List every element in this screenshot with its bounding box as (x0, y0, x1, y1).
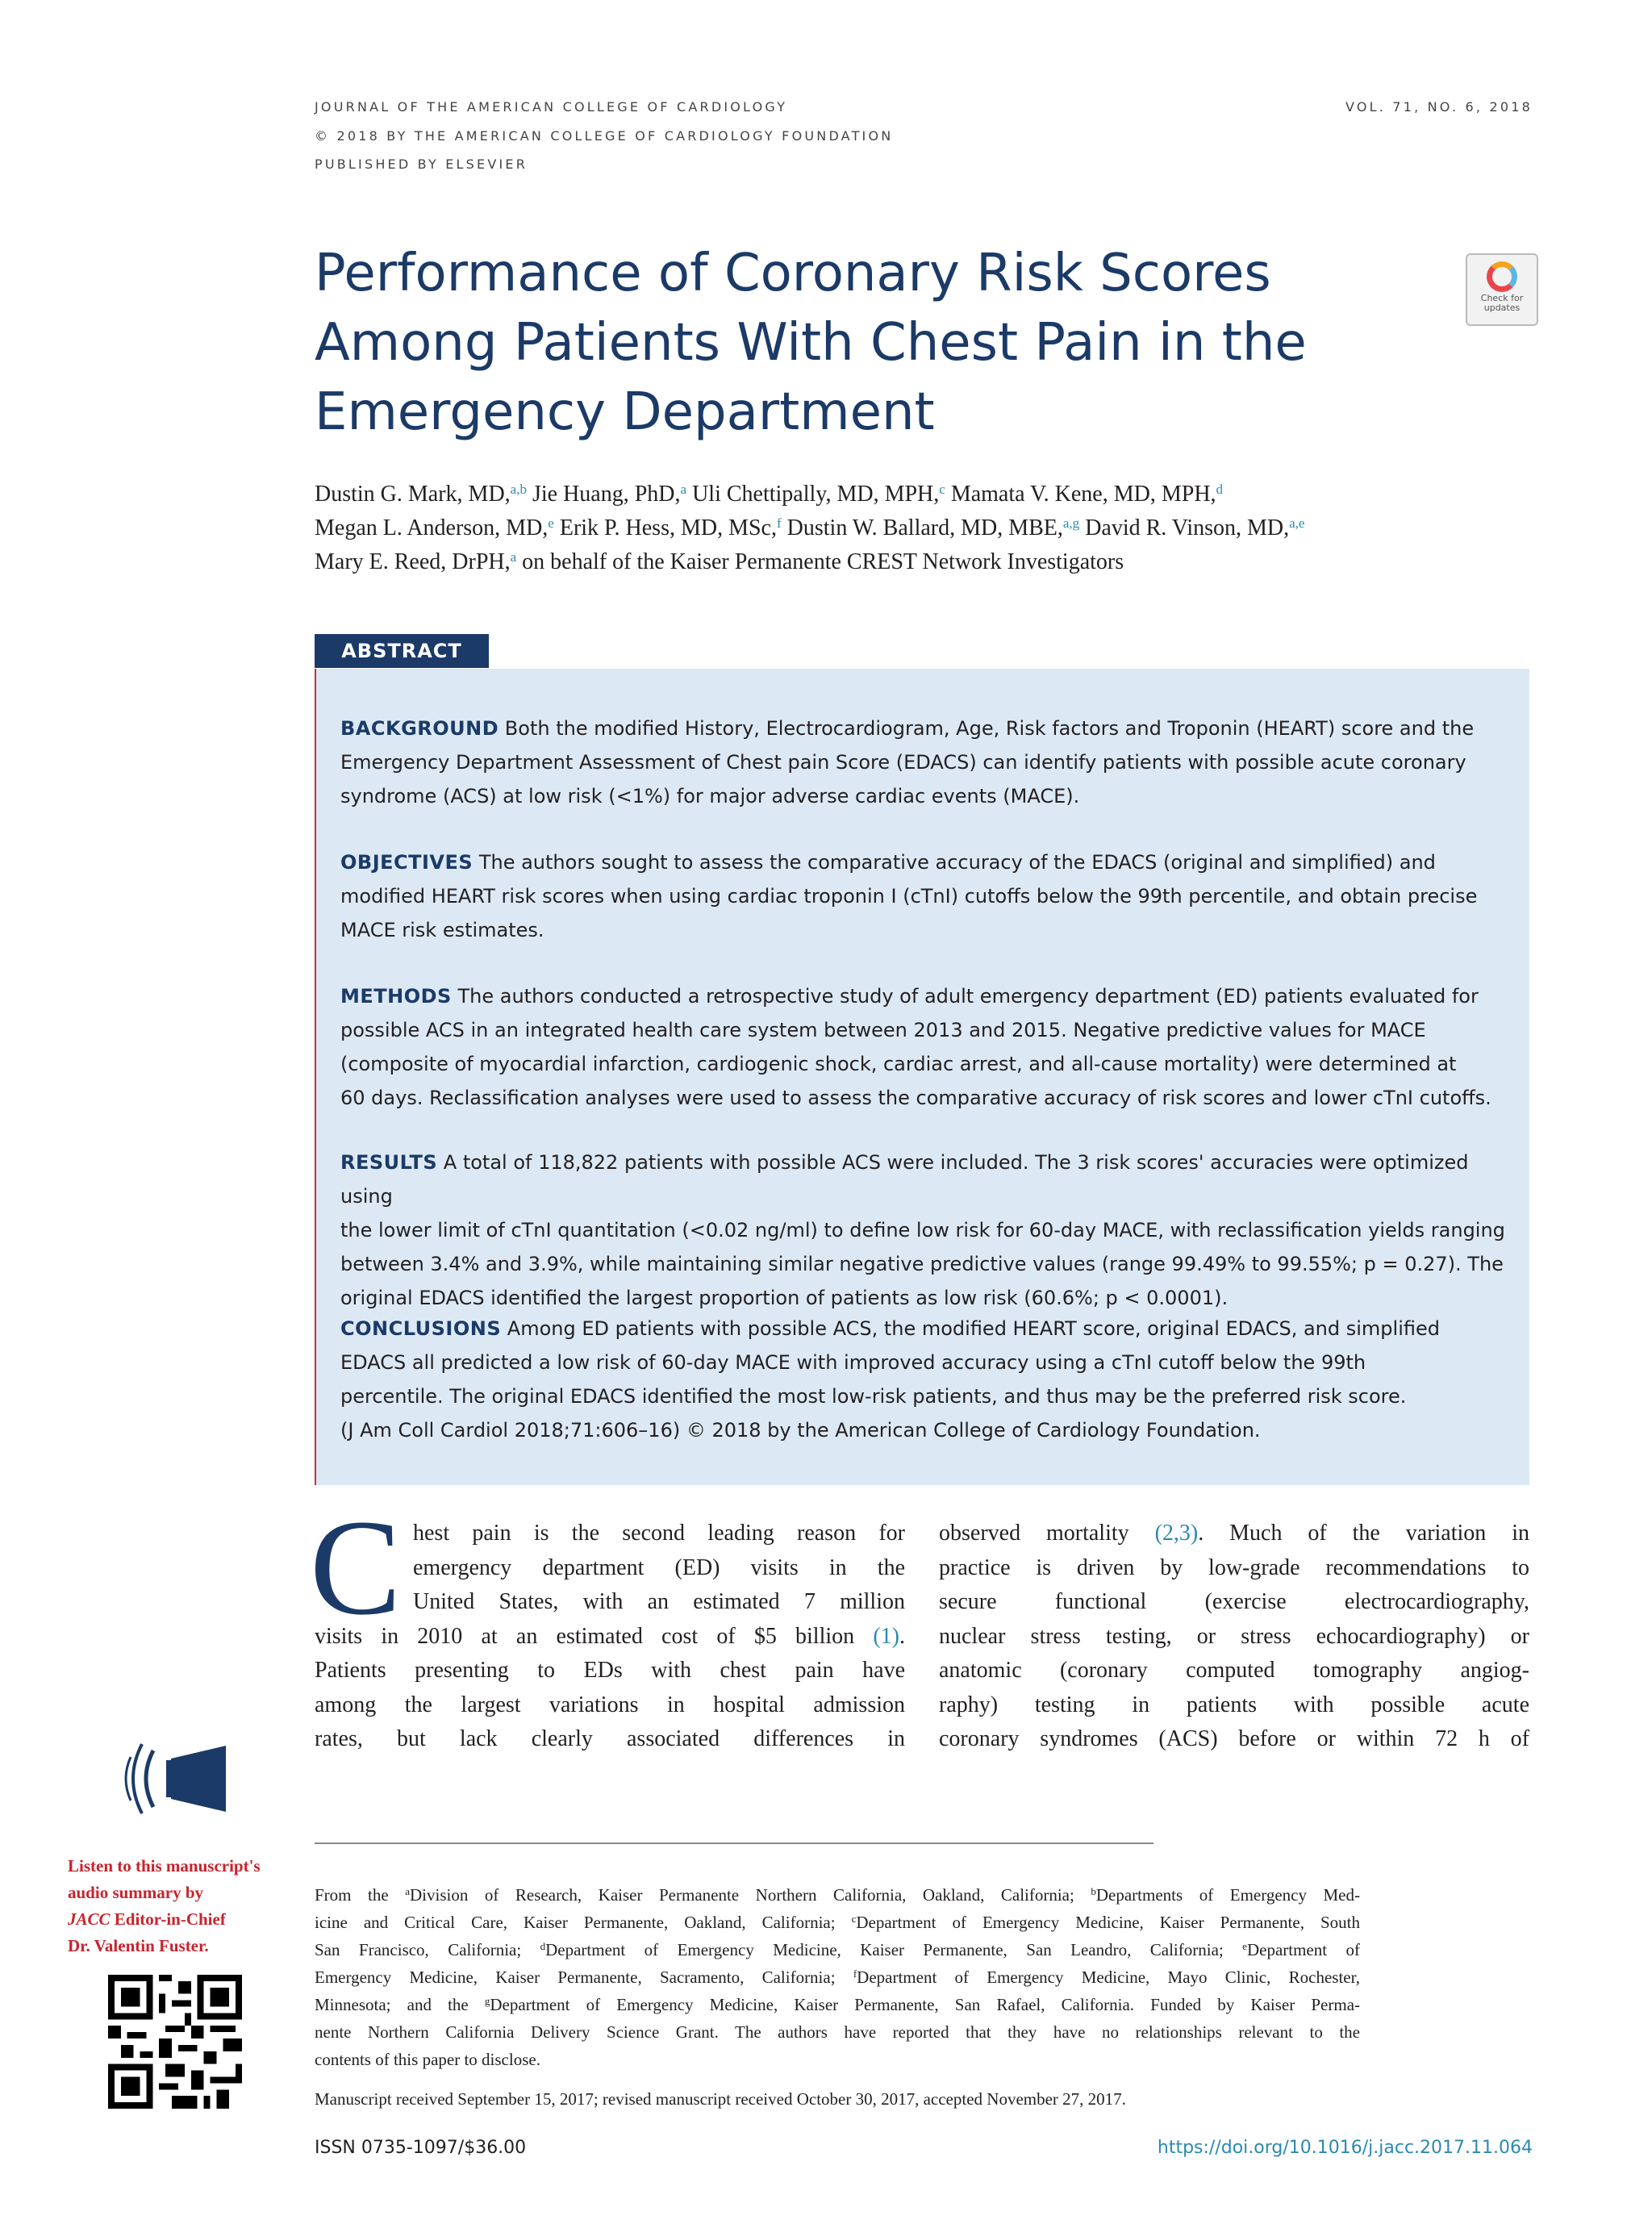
reference-link[interactable]: (2,3) (1154, 1521, 1199, 1546)
audio-speaker-icon[interactable] (121, 1734, 226, 1823)
affiliation-marker[interactable]: a,b (510, 482, 527, 497)
abstract-methods: METHODS The authors conducted a retrospective study of adult emergency department (ED) patients evaluated for possible ACS in an integrated health care system between 2013 and 2015. Negative predictive values for MACE (composite of myocardial infarction, cardiogenic shock, cardiac arrest, and all-cause mortality) were determined at 60 days. Reclassification analyses were used to assess the comparative accuracy of risk scores and lower cTnI cutoffs. (340, 985, 1491, 1109)
abstract-results: RESULTS A total of 118,822 patients with possible ACS were included. The 3 risk scores' accuracies were optimized using the lower limit of cTnI quantitation (<0.02 ng/ml) to define low risk for 60-day MACE, with reclassification yields ranging between 3.4% and 3.9%, while maintaining similar negative predictive values (range 99.49% to 99.55%; p = 0.27). The original EDACS identified the largest proportion of patients as low risk (60.6%; p < 0.0001). (340, 1151, 1505, 1309)
section-heading: BACKGROUND (340, 717, 499, 740)
article-title (315, 239, 1444, 447)
group-author: on behalf of the Kaiser Permanente CREST Network Investigators (516, 549, 1124, 574)
author-name: Dustin G. Mark, MD, (315, 482, 511, 507)
copyright-line: © 2018 BY THE AMERICAN COLLEGE OF CARDIOLOGY FOUNDATION (315, 128, 894, 144)
section-heading: OBJECTIVES (340, 851, 473, 874)
publisher-line: PUBLISHED BY ELSEVIER (315, 156, 528, 172)
volume-info: VOL. 71, NO. 6, 2018 (1345, 99, 1533, 115)
badge-label: Check for updates (1480, 293, 1524, 313)
manuscript-dates: Manuscript received September 15, 2017; revised manuscript received October 30, 2017, accepted November 27, 2017. (315, 2089, 1126, 2109)
affiliation-marker[interactable]: f (776, 515, 782, 531)
affiliation-marker[interactable]: a (680, 482, 687, 497)
abstract-background: BACKGROUND Both the modified History, Electrocardiogram, Age, Risk factors and Troponin (HEART) score and the Emergency Department Assessment of Chest pain Score (EDACS) can identify patients with possible acute coronary syndrome (ACS) at low risk (<1%) for major adverse cardiac events (MACE). (340, 717, 1475, 807)
abstract-objectives: OBJECTIVES The authors sought to assess the comparative accuracy of the EDACS (original and simplified) and modified HEART risk scores when using cardiac troponin I (cTnI) cutoffs below the 99th percentile, and obtain precise MACE risk estimates. (340, 851, 1478, 941)
author-name: Erik P. Hess, MD, MSc, (553, 515, 777, 540)
body-left-top: hest pain is the second leading reason for emergency department (ED) visits in the United States, with an estimated 7 million (413, 1521, 905, 1614)
audio-summary-text[interactable]: Listen to this manuscript's audio summary by JACC Editor-in-Chief Dr. Valentin Fuster. (68, 1856, 261, 1955)
author-name: Megan L. Anderson, MD, (315, 515, 549, 540)
section-heading: RESULTS (340, 1151, 438, 1174)
crossmark-icon (1487, 261, 1517, 292)
abstract-conclusions: CONCLUSIONS Among ED patients with possible ACS, the modified HEART score, original EDACS, and simplified EDACS all predicted a low risk of 60-day MACE with improved accuracy using a cTnI cutoff below the 99th percentile. The original EDACS identified the most low-risk patients, and thus may be the preferred risk score. (J Am Coll Cardiol 2018;71:606–16) © 2018 by the American College of Cardiology Foundation. (340, 1317, 1440, 1442)
title-line: Among Patients With Chest Pain in the (315, 313, 1307, 373)
author-name: Dustin W. Ballard, MD, MBE, (781, 515, 1063, 540)
author-name: Uli Chettipally, MD, MPH, (686, 482, 940, 507)
drop-cap: C (310, 1492, 402, 1643)
issn: ISSN 0735-1097/$36.00 (315, 2138, 527, 2158)
journal-name: JOURNAL OF THE AMERICAN COLLEGE OF CARDIOLOGY (315, 99, 788, 115)
author-name: Mamata V. Kene, MD, MPH, (945, 482, 1216, 507)
affiliation-marker[interactable]: a,e (1289, 515, 1305, 531)
title-line: Emergency Department (315, 382, 935, 442)
doi-link[interactable]: https://doi.org/10.1016/j.jacc.2017.11.064 (1157, 2138, 1533, 2158)
author-name: Mary E. Reed, DrPH, (315, 549, 511, 574)
section-heading: METHODS (340, 985, 452, 1008)
check-for-updates-button[interactable] (1466, 253, 1538, 326)
affiliations-footnote: From the $^a$Division of Research, Kaiser Permanente Northern California, Oakland, California; $^b$Departments of Emergency Med- icine and Critical Care, Kaiser Permanente, Oakland, California; $^c$Department of Emergency Medicine, Kaiser Permanente, South San Francisco, California; $^d$Department of Emergency Medicine, Kaiser Permanente, San Leandro, California; $^e$Department of Emergency Medicine, Kaiser Permanente, Sacramento, California; $^f$Department of Emergency Medicine, Mayo Clinic, Rochester, Minnesota; and the $^g$Department of Emergency Medicine, Kaiser Permanente, San Rafael, California. Funded by Kaiser Perma- nente Northern California Delivery Science Grant. The authors have reported that they have no relationships relevant to the contents of this paper to disclose. (315, 1885, 1361, 2069)
qr-code-icon[interactable] (108, 1975, 242, 2109)
reference-link[interactable]: (1) (873, 1623, 900, 1649)
footnote-divider (315, 1842, 1153, 1844)
author-name: David R. Vinson, MD, (1079, 515, 1290, 540)
body-left-column: visits in 2010 at an estimated cost of $5 billion (1). Patients presenting to EDs with chest pain have among the largest variations in hospital admission rates, but lack clearly associated differences in (315, 1623, 906, 1751)
title-line: Performance of Coronary Risk Scores (315, 244, 1271, 303)
affiliation-marker[interactable]: a,g (1062, 515, 1080, 531)
affiliation-marker[interactable]: d (1216, 482, 1224, 497)
section-heading: CONCLUSIONS (340, 1317, 502, 1340)
abstract-label: ABSTRACT (315, 634, 489, 668)
body-right-column: observed mortality (2,3). Much of the variation in practice is driven by low-grade recommendations to secure functional (exercise electrocardiography, nuclear stress testing, or stress echocardiography) or anatomic (coronary computed tomography angiog- raphy) testing in patients with possible acute coronary syndromes (ACS) before or within 72 h of (939, 1521, 1529, 1751)
affiliation-marker[interactable]: c (939, 482, 945, 497)
author-list (315, 478, 1525, 579)
affiliation-marker[interactable]: e (548, 515, 554, 531)
affiliation-marker[interactable]: a (510, 549, 517, 565)
author-name: Jie Huang, PhD, (526, 482, 681, 507)
